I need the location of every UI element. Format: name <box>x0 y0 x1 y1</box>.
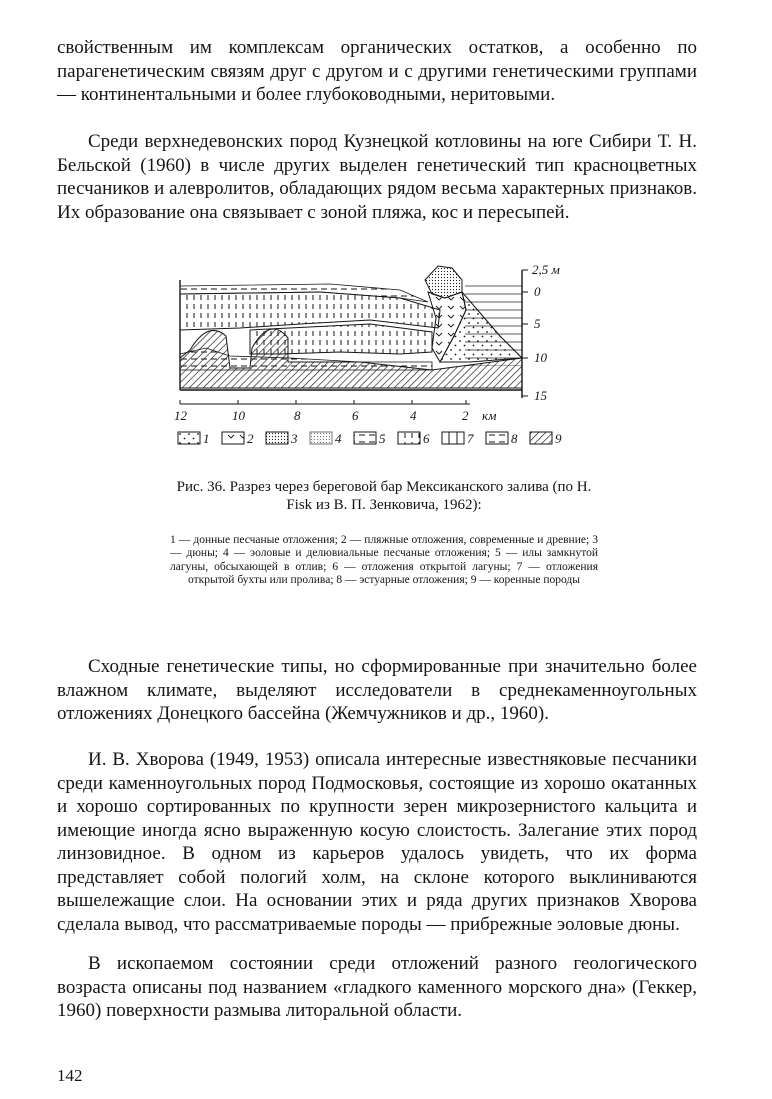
distance-label: 2 <box>462 408 469 423</box>
figure-legend <box>178 431 562 446</box>
depth-label: 15 <box>534 388 547 403</box>
svg-text:2: 2 <box>247 431 254 446</box>
depth-label: 2,5 м <box>532 262 560 277</box>
distance-label: 12 <box>174 408 187 423</box>
svg-text:9: 9 <box>555 431 562 446</box>
depth-label: 10 <box>534 350 547 365</box>
svg-text:7: 7 <box>467 431 474 446</box>
svg-text:8: 8 <box>511 431 518 446</box>
svg-text:1: 1 <box>203 431 210 446</box>
distance-label: км <box>482 408 497 423</box>
figure-caption-legend: 1 — донные песчаные отложения; 2 — пляжные отложения, современные и древние; 3 — дюны; 4 — эоловые и делювиальные песчаные отложения; 5 — илы замкнутой лагуны, обсыхающей в отлив; 6 — отложения открытой лагуны; 7 — отложения открытой бухты или пролива; 8 — эстуарные отложения; 9 — коренные породы <box>170 534 598 587</box>
paragraph-2: Среди верхнедевонских пород Кузнецкой котловины на юге Сибири Т. Н. Бельской (1960) в числе других выделен генетический тип красноцветных песчаников и алевролитов, обладающих рядом весьма характерных признаков. Их образование она связывает с зоной пляжа, кос и пересыпей. <box>57 131 697 223</box>
distance-label: 4 <box>410 408 417 423</box>
paragraph-4: И. В. Хворова (1949, 1953) описала интересные известняковые песчаники среди каменноугольных пород Подмосковья, состоящие из хорошо окатанных и хорошо сортированных по крупности зерен микрозернистого кальцита и имеющие иногда ясно выраженную косую слоистость. Залегание этих пород линзовидное. В одном из карьеров удалось увидеть, что их форма представляет собой пологий холм, на склоне которого выклиниваются вышележащие слои. На основании этих и ряда других признаков Хворова сделала вывод, что рассматриваемые породы — прибрежные эоловые дюны. <box>57 749 697 935</box>
depth-label: 0 <box>534 284 541 299</box>
paragraph-3: Сходные генетические типы, но сформированные при значительно более влажном климате, выделяют исследователи в среднекаменноугольных отложениях Донецкого бассейна (Жемчужников и др., 1960). <box>57 656 697 724</box>
distance-label: 8 <box>294 408 301 423</box>
cross-section-figure <box>170 258 600 458</box>
depth-scale <box>522 262 560 403</box>
depth-label: 5 <box>534 316 541 331</box>
svg-text:4: 4 <box>335 431 342 446</box>
distance-label: 10 <box>232 408 245 423</box>
svg-text:6: 6 <box>423 431 430 446</box>
paragraph-1: свойственным им комплексам органических остатков, а особенно по парагенетическим связям друг с другом и с другими генетическими группами — континентальными и более глубоководными, неритовыми. <box>57 37 697 105</box>
page-number: 142 <box>57 1066 83 1085</box>
distance-scale <box>174 400 496 423</box>
figure-caption-title: Рис. 36. Разрез через береговой бар Мексиканского залива (по H. Fisk из В. П. Зенковича, 1962): <box>176 479 592 513</box>
paragraph-5: В ископаемом состоянии среди отложений разного геологического возраста описаны под названием «гладкого каменного морского дна» (Геккер, 1960) поверхности размыва литоральной области. <box>57 953 697 1021</box>
distance-label: 6 <box>352 408 359 423</box>
svg-text:5: 5 <box>379 431 386 446</box>
svg-text:3: 3 <box>291 431 298 446</box>
